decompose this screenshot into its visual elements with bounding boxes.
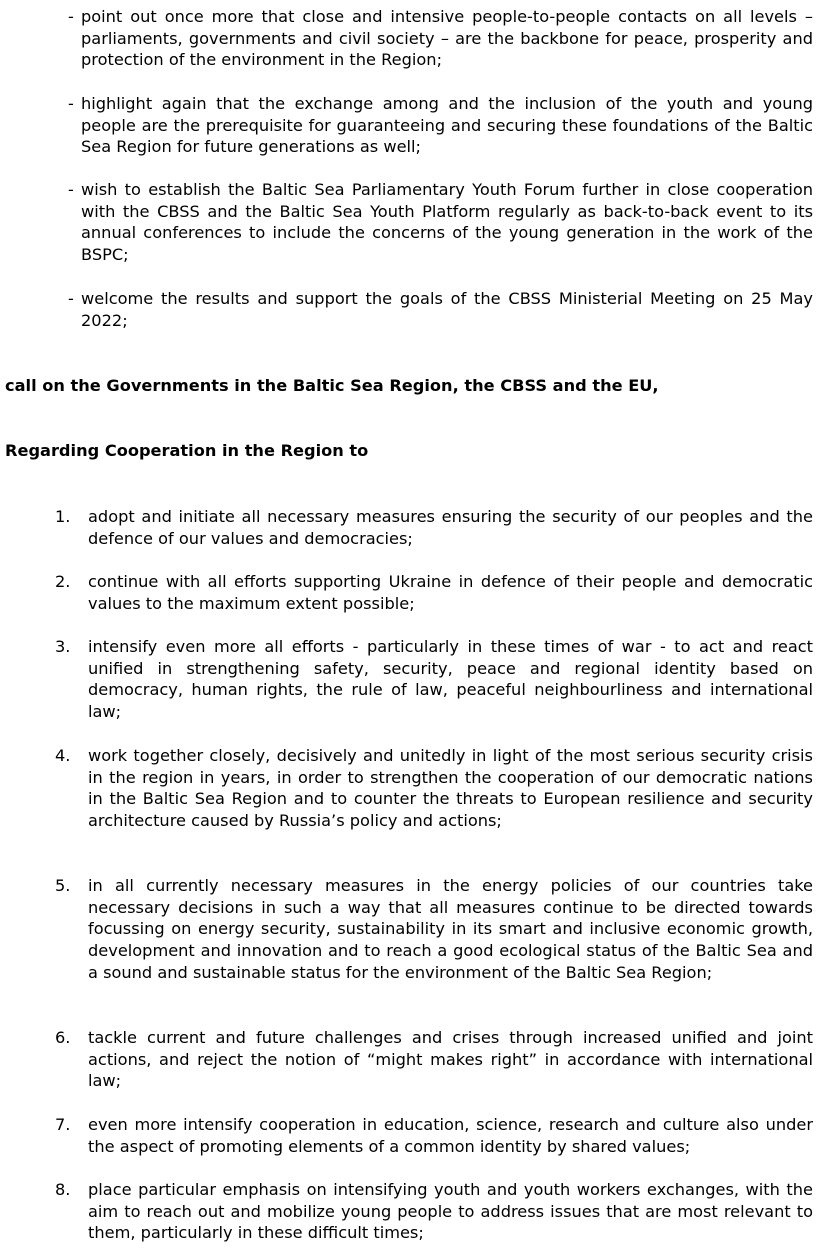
dash-list-item (68, 93, 813, 158)
item-number: 5. (55, 876, 71, 895)
dash-item-text: welcome the results and support the goals of the CBSS Ministerial Meeting on 25 May 2022; (81, 289, 813, 330)
call-on-heading: call on the Governments in the Baltic Sea Region, the CBSS and the EU, (5, 376, 659, 395)
item-text: work together closely, decisively and unitedly in light of the most serious security crisis in the region in years, in order to strengthen the cooperation of our democratic nations in the Baltic Sea Region and to counter the threats to European resilience and security architecture caused by Russia’s policy and actions; (88, 746, 813, 831)
numbered-list-item (55, 636, 813, 723)
item-number: 4. (55, 746, 71, 765)
dash-item-text: point out once more that close and intensive people-to-people contacts on all levels – parliaments, governments and civil society – are the backbone for peace, prosperity and protection of the environment in the Region; (81, 7, 813, 70)
numbered-list-item (55, 1027, 813, 1092)
item-text: place particular emphasis on intensifying youth and youth workers exchanges, with the aim to reach out and mobilize young people to address issues that are most relevant to them, particularly in these difficult times; (88, 1180, 813, 1243)
item-number: 8. (55, 1180, 71, 1199)
numbered-list-item (55, 875, 813, 984)
dash-marker: - (68, 289, 74, 308)
dash-marker: - (68, 7, 74, 26)
section-heading: Regarding Cooperation in the Region to (5, 441, 369, 460)
item-text: intensify even more all efforts - particularly in these times of war - to act and react unified in strengthening safety, security, peace and regional identity based on democracy, human rights, the rule of law, peaceful neighbourliness and international law; (88, 637, 813, 722)
item-text: even more intensify cooperation in education, science, research and culture also under the aspect of promoting elements of a common identity by shared values; (88, 1115, 813, 1156)
item-number: 3. (55, 637, 71, 656)
dash-item-text: highlight again that the exchange among and the inclusion of the youth and young people are the prerequisite for guaranteeing and securing these foundations of the Baltic Sea Region for future generations as well; (81, 94, 813, 157)
item-text: tackle current and future challenges and crises through increased unified and joint actions, and reject the notion of “might makes right” in accordance with international law; (88, 1028, 813, 1091)
item-number: 7. (55, 1115, 71, 1134)
numbered-list-item (55, 1179, 813, 1244)
item-text: continue with all efforts supporting Ukraine in defence of their people and democratic values to the maximum extent possible; (88, 572, 813, 613)
dash-list-item (68, 6, 813, 71)
dash-list-item (68, 179, 813, 266)
item-number: 6. (55, 1028, 71, 1047)
numbered-list-item (55, 745, 813, 832)
numbered-list-item (55, 1114, 813, 1157)
dash-list-item (68, 288, 813, 331)
dash-item-text: wish to establish the Baltic Sea Parliamentary Youth Forum further in close cooperation with the CBSS and the Baltic Sea Youth Platform regularly as back-to-back event to its annual conferences to include the concerns of the young generation in the work of the BSPC; (81, 180, 813, 265)
numbered-list-item (55, 506, 813, 549)
item-number: 2. (55, 572, 71, 591)
dash-marker: - (68, 180, 74, 199)
numbered-list-item (55, 571, 813, 614)
item-number: 1. (55, 507, 71, 526)
item-text: adopt and initiate all necessary measures ensuring the security of our peoples and the defence of our values and democracies; (88, 507, 813, 548)
dash-marker: - (68, 94, 74, 113)
item-text: in all currently necessary measures in the energy policies of our countries take necessary decisions in such a way that all measures continue to be directed towards focussing on energy security, sustainability in its smart and inclusive economic growth, development and innovation and to reach a good ecological status of the Baltic Sea and a sound and sustainable status for the environment of the Baltic Sea Region; (88, 876, 813, 982)
